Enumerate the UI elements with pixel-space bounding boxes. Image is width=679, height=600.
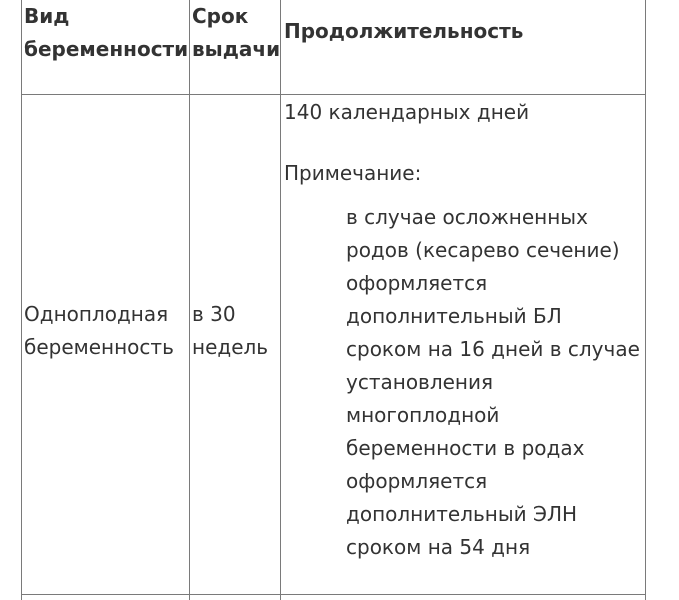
cell-term (192, 298, 268, 364)
header-type-line: Вид (24, 4, 70, 28)
column-divider (280, 0, 281, 600)
column-divider (189, 0, 190, 600)
header-divider (21, 94, 646, 95)
table-border-left (21, 0, 22, 600)
header-type-line: беременности (24, 37, 189, 61)
row-divider (21, 594, 646, 595)
cell-term-line: недель (192, 335, 269, 359)
note-line: оформляется (346, 271, 488, 295)
note-line: в случае осложненных (346, 205, 588, 229)
note-line: оформляется (346, 469, 488, 493)
cell-term-line: в 30 (192, 302, 236, 326)
note-line: сроком на 16 дней в случае (346, 337, 640, 361)
cell-note-body (346, 201, 640, 564)
note-line: сроком на 54 дня (346, 535, 531, 559)
header-term (192, 0, 280, 66)
header-duration: Продолжительность (284, 19, 524, 43)
cell-type-line: Одноплодная (24, 302, 169, 326)
note-line: дополнительный ЭЛН (346, 502, 578, 526)
header-term-line: Срок (192, 4, 249, 28)
header-term-line: выдачи (192, 37, 281, 61)
cell-duration-main: 140 календарных дней (284, 100, 530, 124)
note-line: установления (346, 370, 494, 394)
cell-type-line: беременность (24, 335, 174, 359)
note-line: родов (кесарево сечение) (346, 238, 620, 262)
cell-note-label: Примечание: (284, 161, 422, 185)
note-line: беременности в родах (346, 436, 585, 460)
note-line: многоплодной (346, 403, 500, 427)
table-border-right (645, 0, 646, 600)
cell-type (24, 298, 174, 364)
note-line: дополнительный БЛ (346, 304, 562, 328)
header-type (24, 0, 188, 66)
